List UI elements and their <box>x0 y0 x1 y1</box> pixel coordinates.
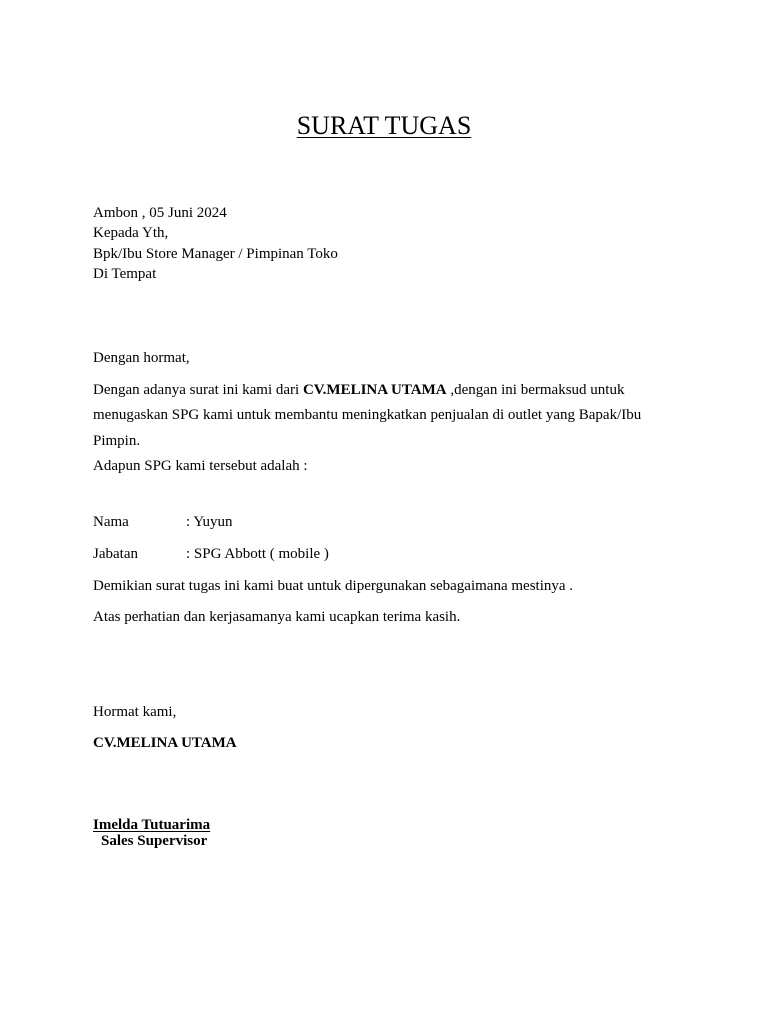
addressee-line: Kepada Yth, <box>93 225 169 241</box>
position-value: : SPG Abbott ( mobile ) <box>186 546 329 562</box>
closing-line-1: Demikian surat tugas ini kami buat untuk dipergunakan sebagaimana mestinya . <box>93 578 574 594</box>
company-name-inline: CV.MELINA UTAMA <box>302 382 447 398</box>
name-value: : Yuyun <box>186 514 233 530</box>
place-line: Di Tempat <box>93 266 157 282</box>
closing-line-2: Atas perhatian dan kerjasamanya kami ucapkan terima kasih. <box>93 609 461 625</box>
signer-name: Imelda Tutuarima <box>93 817 211 833</box>
paragraph-suffix: ,dengan ini bermaksud untuk <box>446 382 625 398</box>
name-row <box>93 512 233 532</box>
recipient-line: Bpk/Ibu Store Manager / Pimpinan Toko <box>93 246 338 262</box>
regards-line: Hormat kami, <box>93 704 177 720</box>
paragraph-line-3: Pimpin. <box>93 433 141 449</box>
greeting: Dengan hormat, <box>93 350 190 366</box>
position-row <box>93 544 329 564</box>
name-label: Nama <box>93 514 129 530</box>
paragraph-line-1 <box>93 380 624 400</box>
document-title: SURAT TUGAS <box>296 111 472 140</box>
spg-intro: Adapun SPG kami tersebut adalah : <box>93 458 308 474</box>
signature-company: CV.MELINA UTAMA <box>93 735 237 751</box>
paragraph-line-2: menugaskan SPG kami untuk membantu meningkatkan penjualan di outlet yang Bapak/Ibu <box>93 407 642 423</box>
date-line: Ambon , 05 Juni 2024 <box>93 205 227 221</box>
signer-title: Sales Supervisor <box>101 833 208 849</box>
paragraph-prefix: Dengan adanya surat ini kami dari <box>93 382 303 398</box>
position-label: Jabatan <box>93 546 138 562</box>
